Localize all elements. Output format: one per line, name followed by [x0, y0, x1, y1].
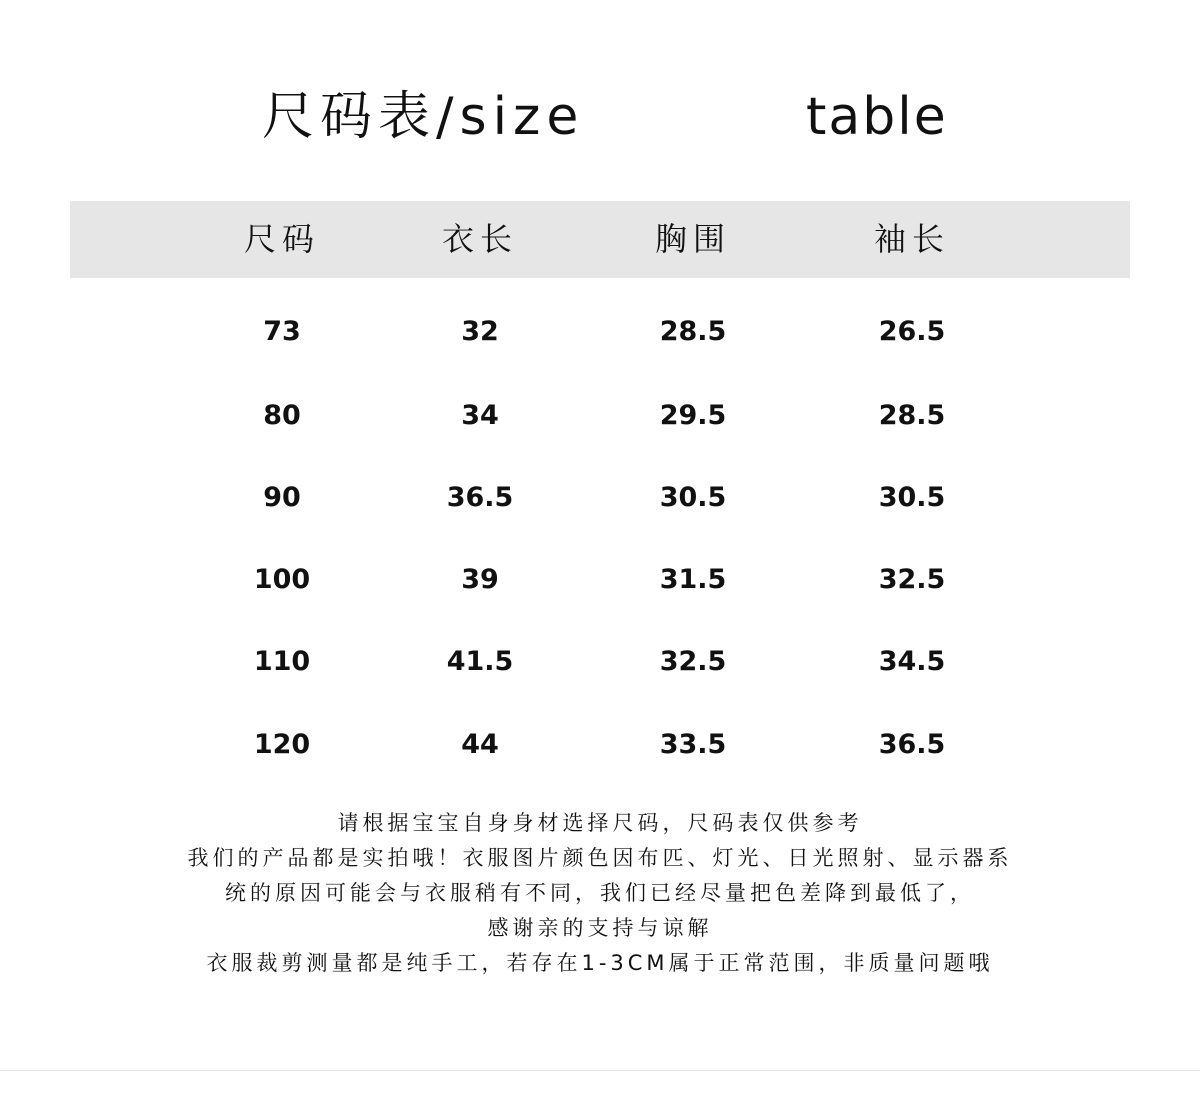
sleeve-cell: 34.5 — [878, 646, 946, 677]
sleeve-cell: 32.5 — [878, 564, 946, 595]
page-title-suffix: table — [806, 87, 948, 147]
table-header — [70, 201, 1130, 278]
sleeve-cell: 28.5 — [878, 400, 946, 431]
size-cell: 120 — [253, 729, 311, 760]
table-row — [70, 386, 1130, 446]
length-cell: 36.5 — [446, 482, 514, 513]
length-cell: 41.5 — [446, 646, 514, 677]
chest-cell: 32.5 — [659, 646, 727, 677]
chest-cell: 31.5 — [659, 564, 727, 595]
length-cell: 39 — [461, 564, 499, 595]
size-cell: 90 — [263, 482, 301, 513]
note-line: 我们的产品都是实拍哦！衣服图片颜色因布匹、灯光、日光照射、显示器系 — [187, 846, 1013, 870]
size-cell: 73 — [263, 316, 301, 347]
table-row — [70, 632, 1130, 692]
sleeve-cell: 36.5 — [878, 729, 946, 760]
page-title: 尺码表/size — [262, 87, 585, 147]
chest-cell: 30.5 — [659, 482, 727, 513]
size-cell: 80 — [263, 400, 301, 431]
table-row — [70, 715, 1130, 775]
size-cell: 100 — [253, 564, 311, 595]
length-cell: 44 — [461, 729, 499, 760]
note-line: 请根据宝宝自身身材选择尺码，尺码表仅供参考 — [337, 811, 863, 835]
chest-cell: 29.5 — [659, 400, 727, 431]
table-row — [70, 550, 1130, 610]
note-line: 感谢亲的支持与谅解 — [487, 916, 713, 940]
column-header-sleeve: 袖长 — [873, 220, 951, 258]
bottom-divider — [0, 1070, 1200, 1071]
chest-cell: 28.5 — [659, 316, 727, 347]
note-line: 统的原因可能会与衣服稍有不同，我们已经尽量把色差降到最低了， — [225, 881, 975, 905]
note-line: 衣服裁剪测量都是纯手工，若存在1-3CM属于正常范围，非质量问题哦 — [206, 951, 994, 975]
table-row — [70, 468, 1130, 528]
length-cell: 34 — [461, 400, 499, 431]
size-cell: 110 — [253, 646, 311, 677]
table-row — [70, 302, 1130, 362]
sleeve-cell: 30.5 — [878, 482, 946, 513]
column-header-size: 尺码 — [243, 220, 321, 258]
chest-cell: 33.5 — [659, 729, 727, 760]
length-cell: 32 — [461, 316, 499, 347]
column-header-length: 衣长 — [441, 220, 519, 258]
column-header-chest: 胸围 — [654, 220, 732, 258]
size-notes — [60, 806, 1140, 981]
sleeve-cell: 26.5 — [878, 316, 946, 347]
